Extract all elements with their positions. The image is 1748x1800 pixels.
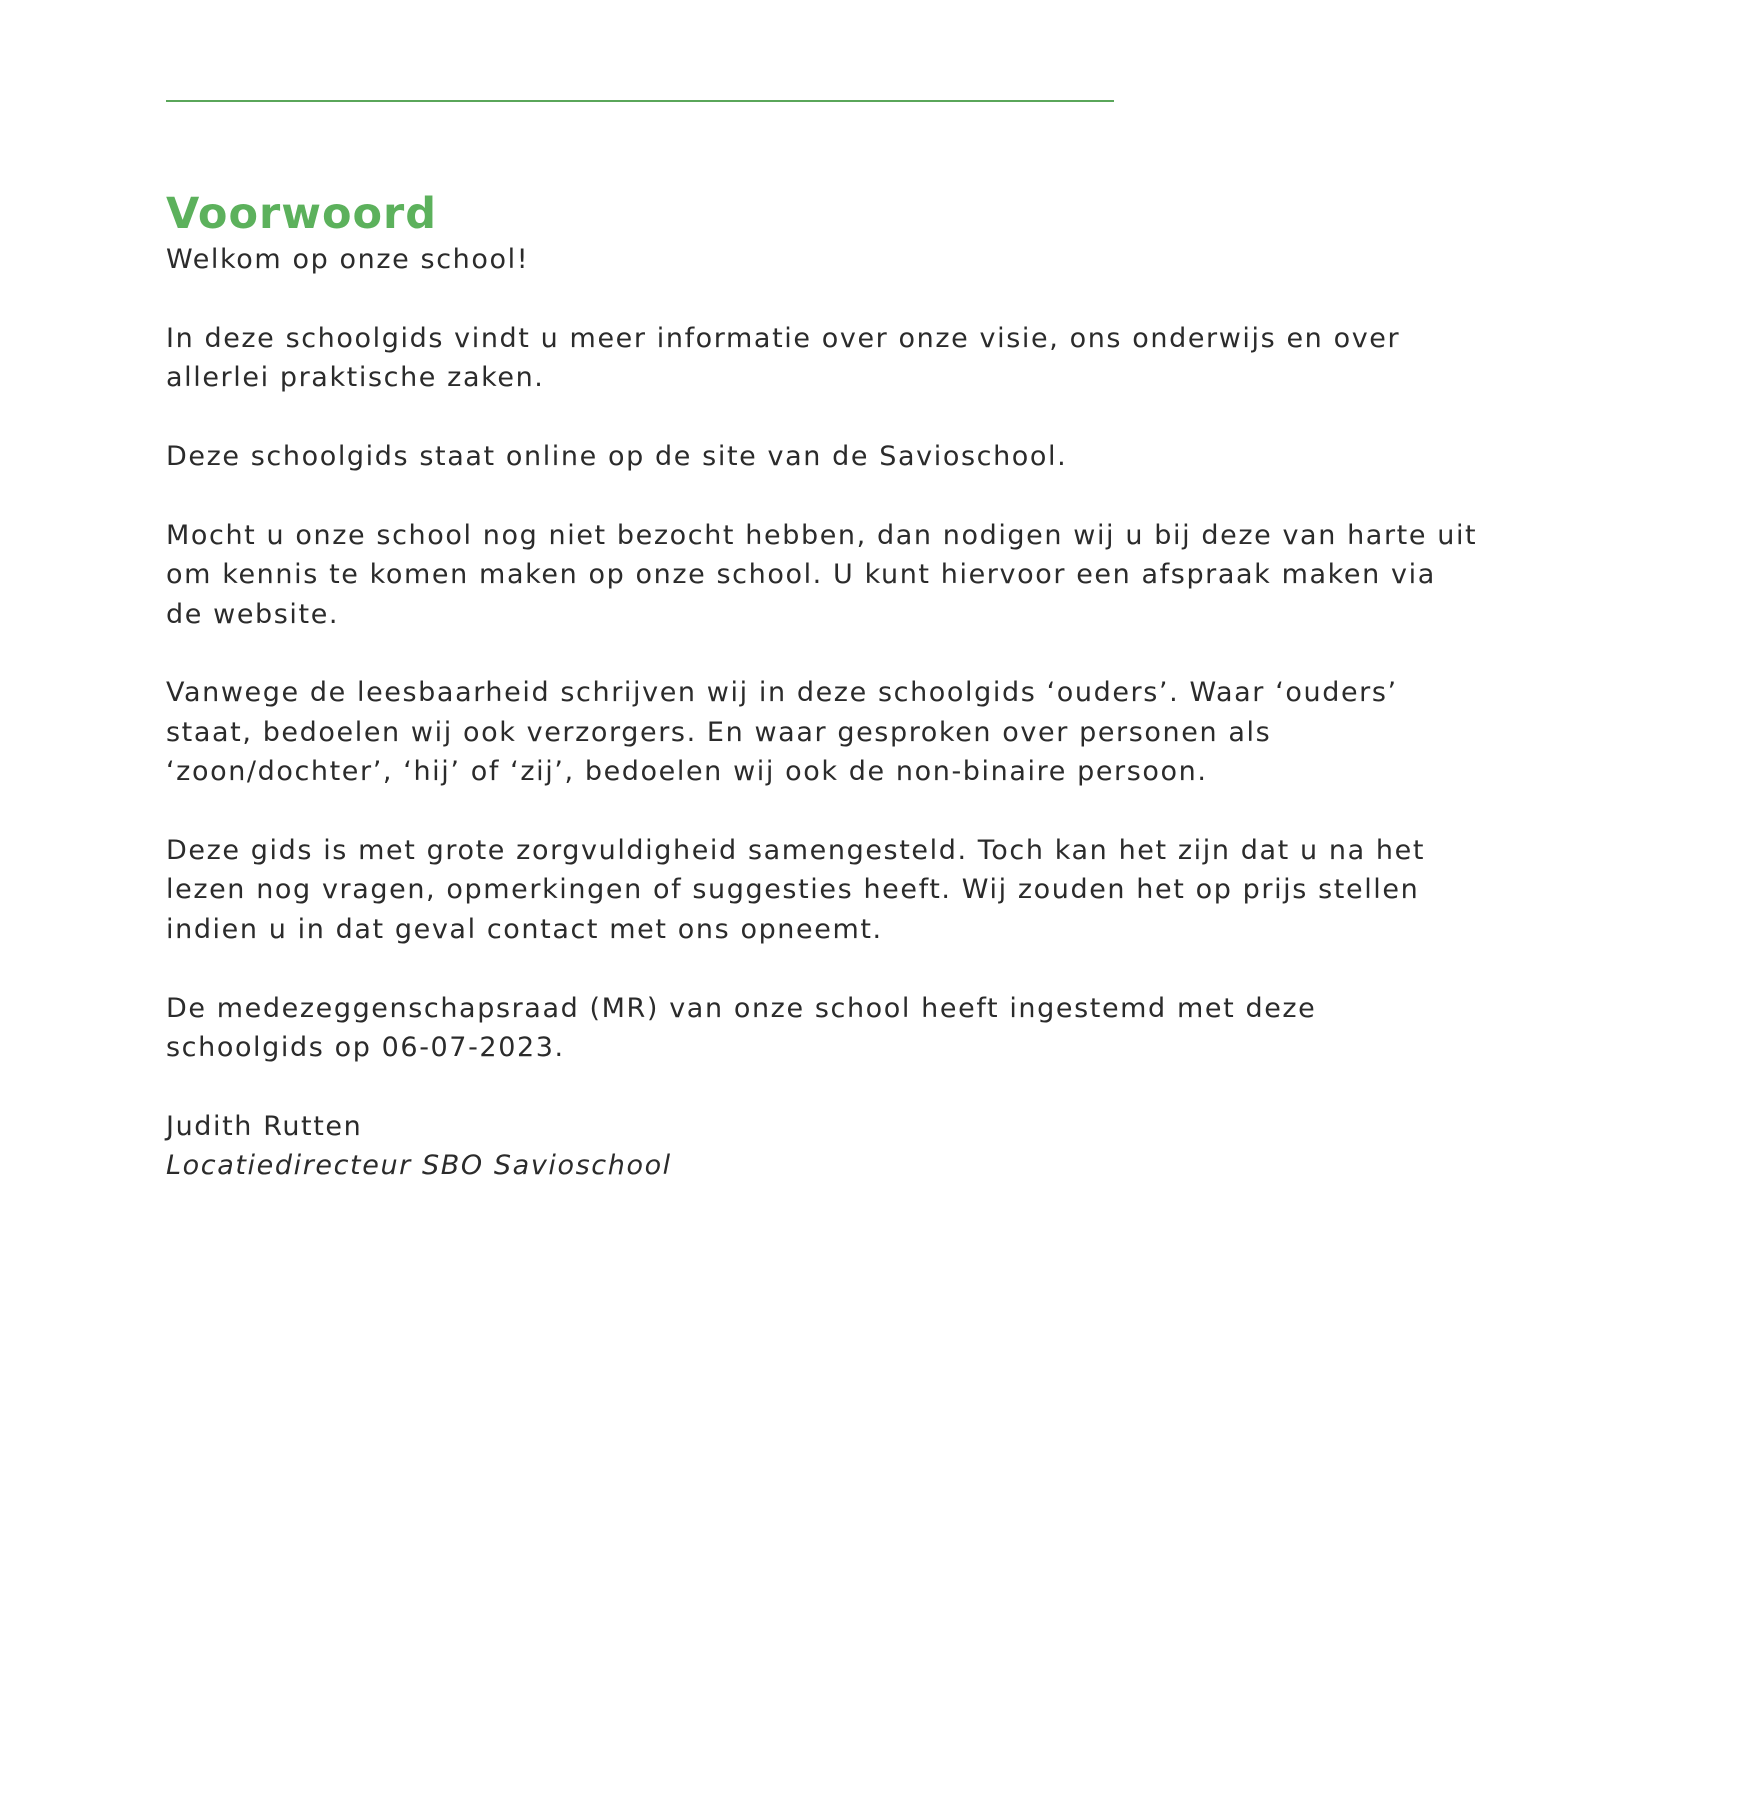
header-rule: [166, 100, 1114, 102]
signature-role: Locatiedirecteur SBO Savioschool: [166, 1150, 672, 1182]
page-title: Voorwoord: [166, 189, 438, 239]
foreword-section: [166, 188, 1586, 1186]
greeting-text: Welkom op onze school!: [166, 244, 530, 275]
paragraph-visit: Mocht u onze school nog niet bezocht hebben, dan nodigen wij u bij deze van harte uit om kennis te komen maken op onze school. U kunt hiervoor een afspraak maken via de website.: [166, 519, 1478, 630]
paragraph-online: Deze schoolgids staat online op de site van de Savioschool.: [166, 441, 1068, 472]
paragraph-readability: Vanwege de leesbaarheid schrijven wij in deze schoolgids ‘ouders’. Waar ‘ouders’ staat, bedoelen wij ook verzorgers. En waar gesproken over personen als ‘zoon/dochter’, ‘hij’ of ‘zij’, bedoelen wij ook de non-binaire persoon.: [166, 677, 1398, 788]
paragraph-mr-approval: De medezeggenschapsraad (MR) van onze school heeft ingestemd met deze schoolgids op 06-07-2023.: [166, 992, 1317, 1064]
paragraph-care: Deze gids is met grote zorgvuldigheid samengesteld. Toch kan het zijn dat u na het lezen nog vragen, opmerkingen of suggesties heeft. Wij zouden het op prijs stellen indien u in dat geval contact met ons opneemt.: [166, 835, 1426, 945]
paragraph-info: In deze schoolgids vindt u meer informatie over onze visie, ons onderwijs en over allerlei praktische zaken.: [166, 322, 1401, 394]
signature-name: Judith Rutten: [166, 1110, 363, 1142]
